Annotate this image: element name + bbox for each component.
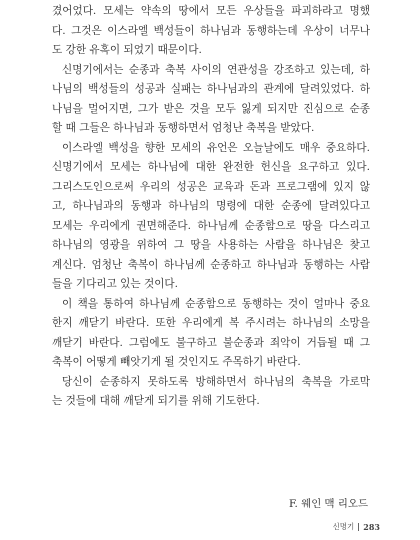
text-line: 축복이 어떻게 빼앗기게 될 것인지도 주목하기 바란다. [52, 356, 301, 368]
text-line: 신명기에서 모세는 하나님에 대한 완전한 헌신을 요구하고 있다. [52, 161, 370, 173]
text-line: 도 강한 유혹이 되었기 때문이다. [52, 44, 202, 56]
body-text [52, 2, 370, 412]
text-line: 깨닫기 바란다. 그럼에도 불구하고 불순종과 죄악이 거듭될 때 그 [52, 336, 370, 349]
footer-divider [358, 523, 359, 531]
page-number: 283 [363, 522, 380, 532]
text-line: 신명기에서는 순종과 축복 사이의 연관성을 강조하고 있는데, 하 [62, 63, 370, 76]
text-line: 당신이 순종하지 못하도록 방해하면서 하나님의 축복을 가로막 [62, 375, 370, 388]
text-line: 계신다. 엄청난 축복이 하나님께 순종하고 하나님과 동행하는 사람 [52, 258, 370, 271]
text-line: 다. 그것은 이스라엘 백성들이 하나님과 동행하는데 우상이 너무나 [52, 24, 370, 37]
text-line: 나님의 백성들의 성공과 실패는 하나님과의 관계에 달려있었다. 하 [52, 83, 370, 95]
text-line: 그리스도인으로써 우리의 성공은 교육과 돈과 프로그램에 있지 않 [52, 180, 370, 193]
text-line: 고, 하나님과의 동행과 하나님의 명령에 대한 순종에 달려있다고 [52, 200, 370, 212]
text-line: 이 책을 통하여 하나님께 순종함으로 동행하는 것이 얼마나 중요 [62, 297, 370, 310]
text-line: 한지 깨닫기 바란다. 또한 우리에게 복 주시려는 하나님의 소망을 [52, 317, 370, 329]
text-line: 들을 기다리고 있는 것이다. [52, 278, 179, 290]
author-signature: F. 웨인 맥 리오드 [288, 498, 368, 510]
running-footer-section: 신명기 [332, 522, 355, 531]
text-line: 이스라엘 백성을 향한 모세의 유언은 오늘날에도 매우 중요하다. [62, 141, 370, 154]
page-footer [333, 522, 380, 532]
text-line: 할 때 그들은 하나님과 동행하면서 엄청난 축복을 받았다. [52, 122, 315, 134]
text-line: 하나님의 영광을 위하여 그 땅을 사용하는 사람을 하나님은 찾고 [52, 239, 370, 251]
text-line: 나님을 멀어지면, 그가 받은 것을 모두 잃게 되지만 진심으로 순종 [52, 102, 370, 115]
text-line: 는 것들에 대해 깨닫게 되기를 위해 기도한다. [52, 395, 260, 407]
text-line: 겼어었다. 모세는 약속의 땅에서 모든 우상들을 파괴하라고 명했 [52, 5, 370, 17]
text-line: 모세는 우리에게 권면해준다. 하나님께 순종함으로 땅을 다스리고 [52, 219, 370, 232]
